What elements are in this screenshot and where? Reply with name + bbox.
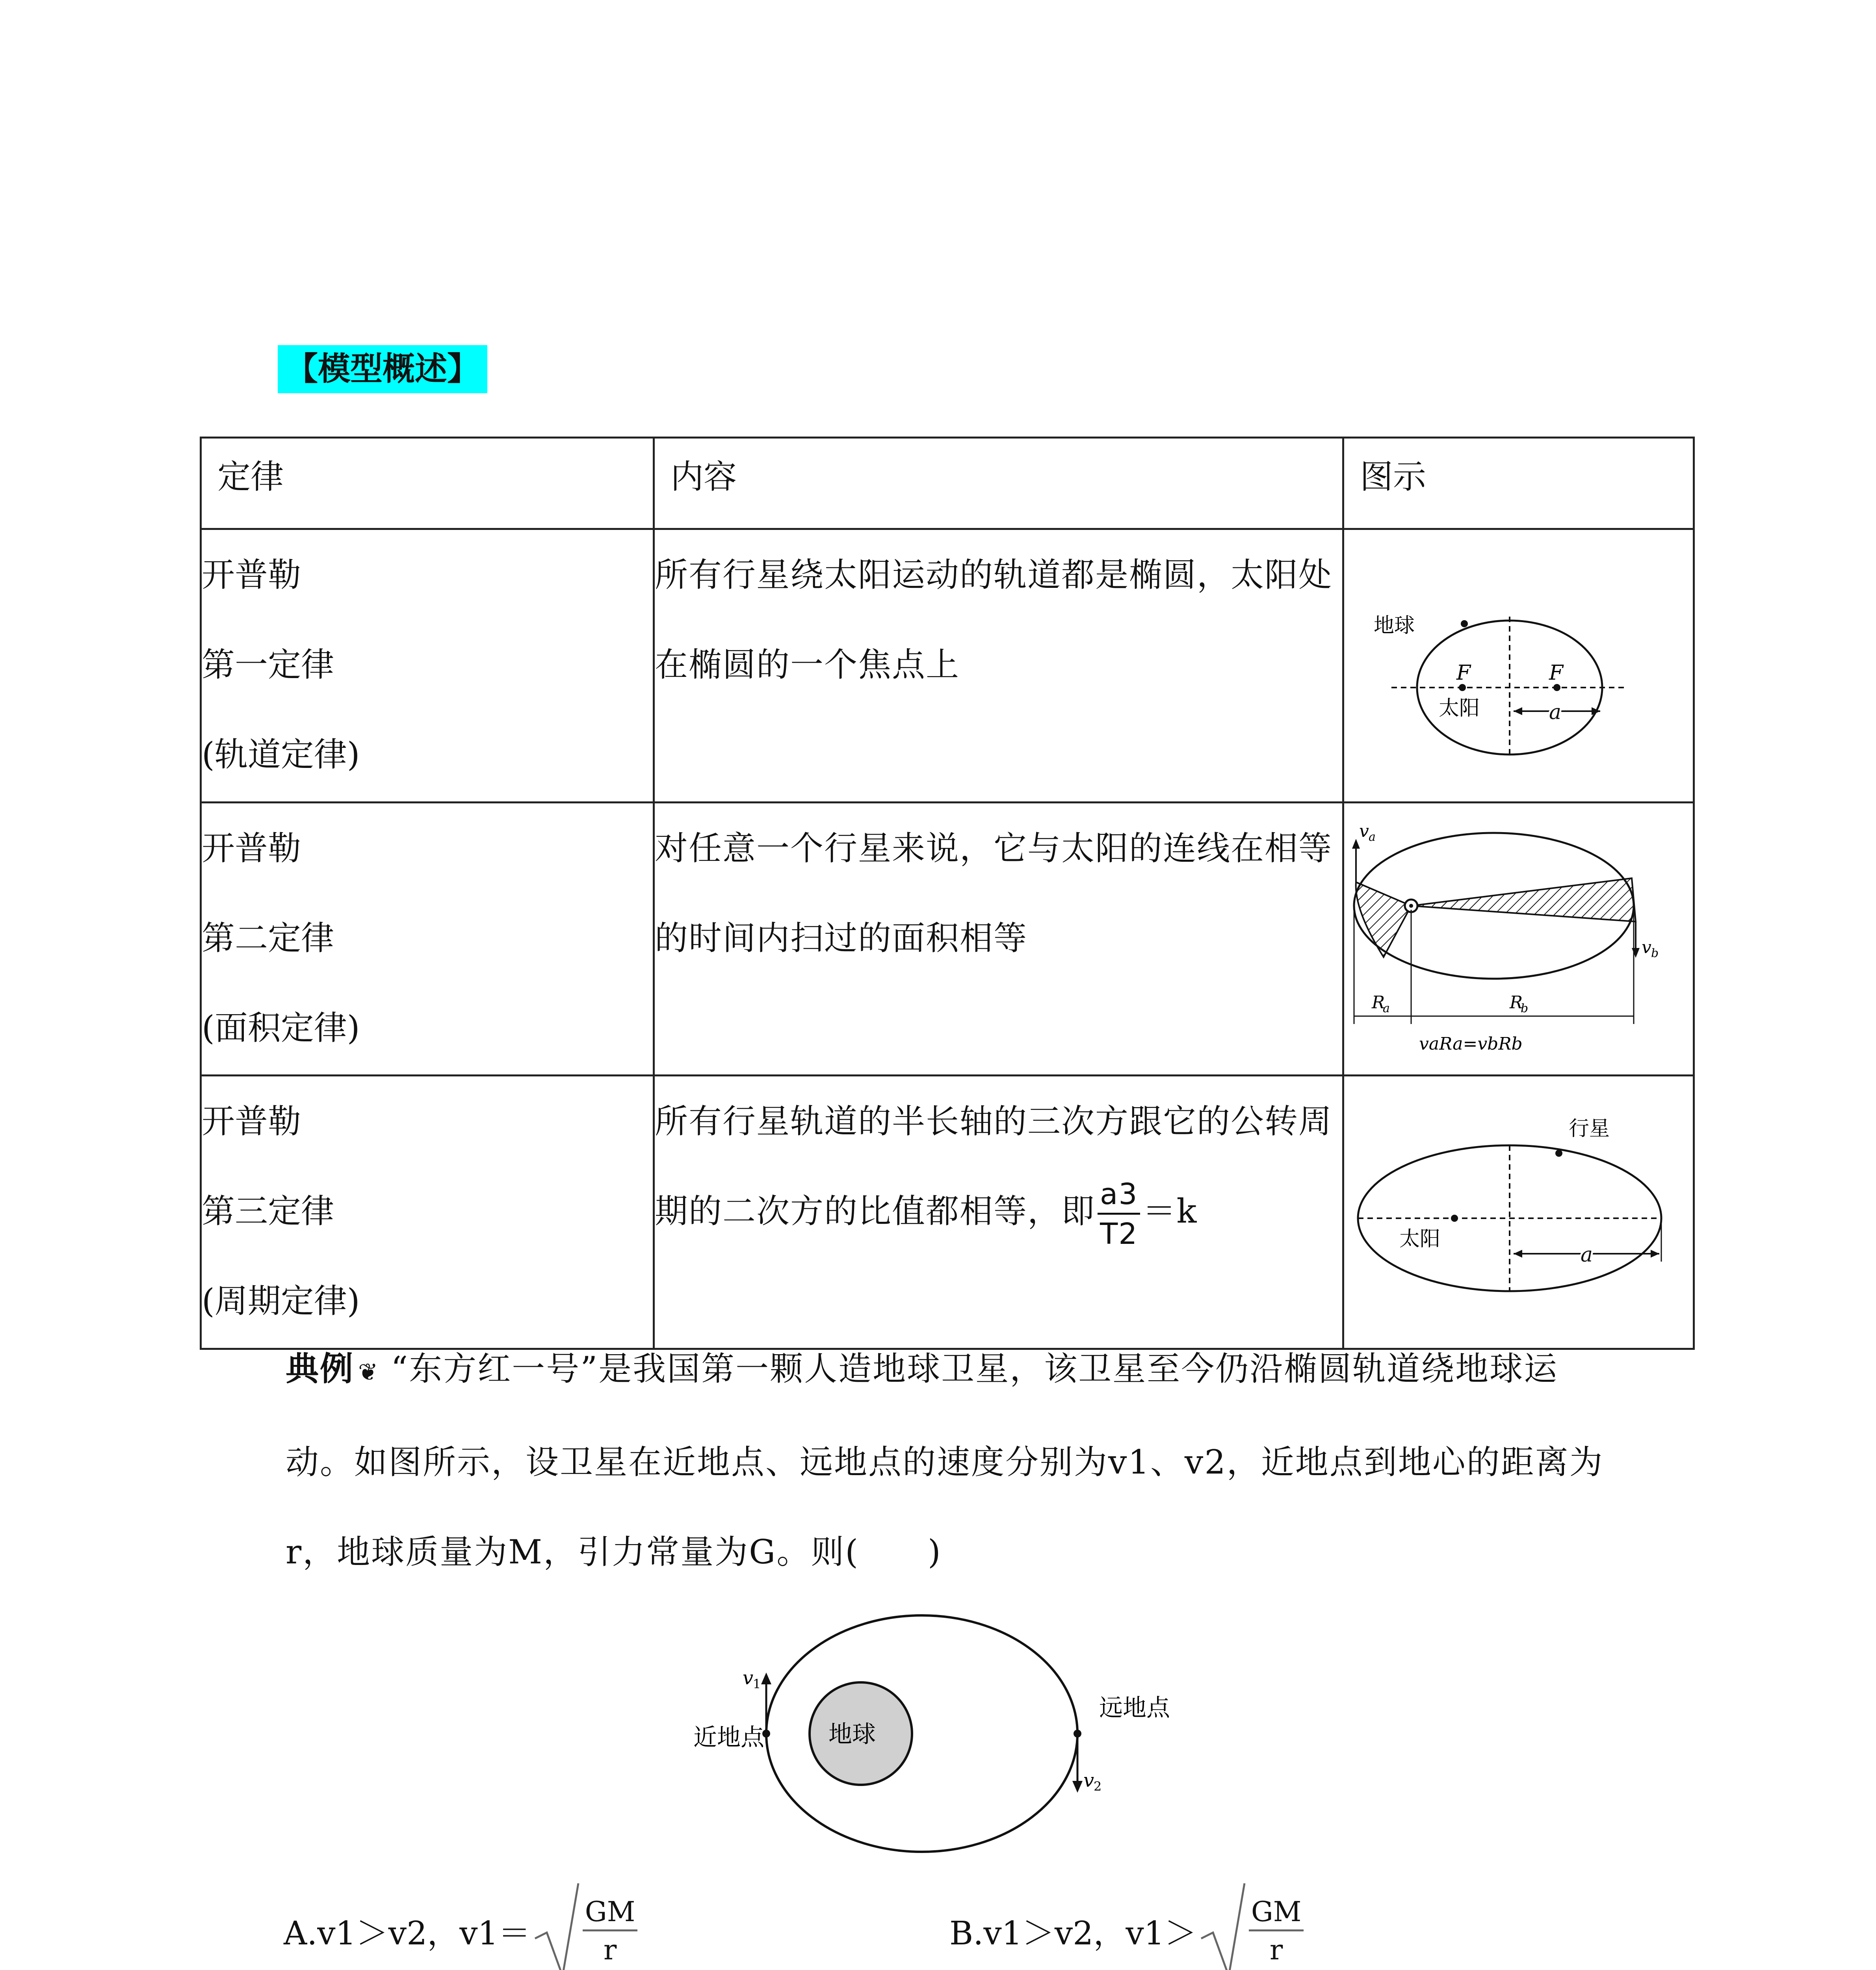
law-name-cell: 开普勒 第一定律 (轨道定律) xyxy=(201,529,654,802)
example-text: “东方红一号”是我国第一颗人造地球卫星，该卫星至今仍沿椭圆轨道绕地球运动。如图所示，设卫星在近地点、远地点的速度分别为v1、v2，近地点到地心的距离为r，地球质量为M，引力常量为G。则( ) xyxy=(286,1349,1604,1571)
table-row xyxy=(201,529,1694,802)
law-name-cell: 开普勒 第二定律 (面积定律) xyxy=(201,802,654,1076)
svg-text:2: 2 xyxy=(1094,1779,1102,1794)
orbit-ellipse-diagram xyxy=(1344,530,1691,798)
table-row xyxy=(201,1076,1694,1349)
law-figure-cell xyxy=(1343,802,1694,1076)
figure-label-focus-2: F xyxy=(1549,661,1564,685)
table-row xyxy=(201,802,1694,1076)
law-name-cell: 开普勒 第三定律 (周期定律) xyxy=(201,1076,654,1349)
fraction: $\frac{a3}{T2}$ xyxy=(1098,1180,1140,1249)
leaf-icon: ❦ xyxy=(358,1359,379,1386)
svg-text:b: b xyxy=(1651,946,1659,960)
sqrt-fraction: $\frac{GM}{r}$ xyxy=(1199,1879,1306,1970)
figure-label-sun: 太阳 xyxy=(1439,696,1480,720)
option-b[interactable]: B.v1＞v2，v1＞ $\frac{GM}{r}$ xyxy=(949,1879,1306,1970)
law-content: 对任意一个行星来说，它与太阳的连线在相等的时间内扫过的面积相等 xyxy=(654,802,1343,1076)
figure-label-vb: v xyxy=(1642,937,1651,957)
law-content: 所有行星绕太阳运动的轨道都是椭圆，太阳处在椭圆的一个焦点上 xyxy=(654,529,1343,802)
satellite-orbit-figure xyxy=(693,1608,1205,1875)
header-content: 内容 xyxy=(671,457,737,496)
sqrt-fraction: $\frac{GM}{r}$ xyxy=(533,1879,640,1970)
v2-label: v xyxy=(1083,1769,1094,1792)
example-label: 典例 xyxy=(286,1349,355,1388)
section-heading: 【模型概述】 xyxy=(278,345,487,393)
area-law-diagram xyxy=(1344,803,1691,1071)
header-law: 定律 xyxy=(217,457,284,496)
earth-label: 地球 xyxy=(828,1721,876,1748)
figure-label-va: v xyxy=(1359,821,1369,841)
figure-label-ra: R xyxy=(1372,992,1385,1013)
perigee-label: 近地点 xyxy=(693,1724,764,1751)
svg-text:a: a xyxy=(1383,1001,1390,1015)
apogee-label: 远地点 xyxy=(1099,1694,1170,1722)
kepler-laws-table xyxy=(200,437,1695,1350)
law-figure-cell xyxy=(1343,1076,1694,1349)
option-a[interactable]: A.v1＞v2，v1＝ $\frac{GM}{r}$ xyxy=(284,1879,640,1970)
figure-label-axis: a xyxy=(1549,700,1562,724)
figure-label-planet: 行星 xyxy=(1569,1117,1610,1141)
law-figure-cell xyxy=(1343,529,1694,802)
figure-label-sun: 太阳 xyxy=(1399,1227,1441,1251)
header-figure: 图示 xyxy=(1360,457,1427,496)
figure-label-focus: F xyxy=(1456,661,1471,685)
svg-text:a: a xyxy=(1369,830,1376,844)
example-question xyxy=(286,1324,1617,1597)
figure-label-earth: 地球 xyxy=(1374,613,1415,637)
figure-formula: vaRa=vbRb xyxy=(1419,1033,1523,1054)
figure-label-axis: a xyxy=(1581,1243,1593,1267)
figure-label-rb: R xyxy=(1510,992,1523,1013)
v1-label: v xyxy=(743,1667,754,1689)
svg-text:b: b xyxy=(1521,1001,1529,1015)
svg-text:1: 1 xyxy=(753,1676,761,1691)
law-content: 所有行星轨道的半长轴的三次方跟它的公转周期的二次方的比值都相等，即 $\frac{a3}{T2}$ ＝k xyxy=(654,1076,1343,1349)
period-law-diagram xyxy=(1344,1076,1691,1344)
table-header-row xyxy=(201,438,1694,529)
